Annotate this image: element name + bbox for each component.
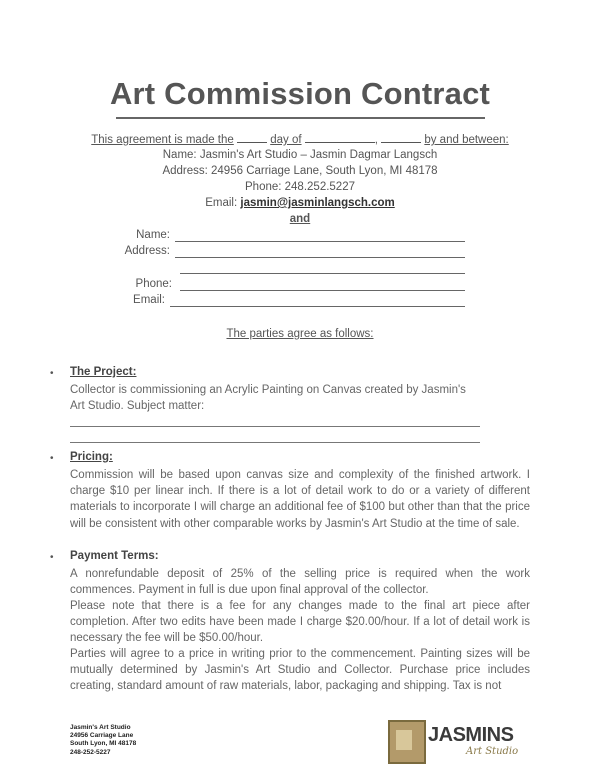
- logo-painting-icon: [388, 720, 426, 764]
- payment-paragraph-2: Please note that there is a fee for any changes made to the final art piece after completion. After two edits have been made I charge $20.00/hour. If a lot of detail work is necessary the fee will be $50.00/hour.: [70, 600, 530, 645]
- artist-email-line: [0, 197, 600, 209]
- parties-heading-text: The parties agree as follows:: [226, 328, 374, 340]
- collector-email-label: Email:: [133, 294, 165, 306]
- collector-name-field[interactable]: [175, 241, 465, 242]
- pricing-heading: Pricing:: [70, 451, 113, 463]
- artist-email-label: Email:: [205, 197, 238, 209]
- footer-line-4: 248-252-5227: [70, 748, 111, 756]
- collector-email-field[interactable]: [170, 306, 465, 307]
- project-line-1: Collector is commissioning an Acrylic Painting on Canvas created by Jasmin's: [70, 384, 466, 396]
- page-title: Art Commission Contract: [109, 76, 491, 111]
- parties-heading: [0, 328, 600, 340]
- collector-address-field-2[interactable]: [180, 273, 465, 274]
- pricing-bullet: •: [50, 453, 54, 464]
- artist-email-link[interactable]: jasmin@jasminlangsch.com: [240, 197, 395, 209]
- artist-phone: Phone: 248.252.5227: [245, 181, 355, 193]
- payment-heading: Payment Terms:: [70, 550, 159, 562]
- artist-name: Name: Jasmin's Art Studio – Jasmin Dagmar Langsch: [162, 149, 438, 161]
- footer-line-1: Jasmin's Art Studio: [70, 724, 131, 731]
- subject-blank-2[interactable]: [70, 442, 480, 443]
- payment-paragraph-3: Parties will agree to a price in writing prior to the commencement. Painting sizes will be mutually determined by Jasmin's Art Studio and Collector. Purchase price includes creating, standard amount of raw materials, labor, packaging and shipping. Tax is not: [70, 648, 530, 693]
- agreement-suffix: by and between:: [424, 134, 509, 146]
- month-blank: [305, 132, 375, 143]
- project-heading: The Project:: [70, 366, 137, 378]
- agreement-day-of: day of: [270, 134, 302, 146]
- title-underline: [116, 117, 485, 119]
- agreement-line: [0, 132, 600, 146]
- pricing-text: Commission will be based upon canvas size and complexity of the finished artwork. I charge $10 per linear inch. If there is a lot of detail work to do or a variety of different materials to incorporate I will charge an additional fee of $100 but other than that the price will be consistent with other comparable works by Jasmin's Art Studio at the time of sale.: [70, 469, 530, 530]
- project-bullet: •: [50, 368, 54, 379]
- and-text: and: [289, 213, 311, 225]
- collector-address-label: Address:: [124, 245, 170, 257]
- footer-line-3: South Lyon, MI 48178: [70, 740, 137, 748]
- year-blank: [381, 132, 421, 143]
- project-line-2: Art Studio. Subject matter:: [70, 400, 205, 412]
- collector-phone-label: Phone:: [135, 278, 172, 290]
- collector-phone-field[interactable]: [180, 290, 465, 291]
- footer-line-2: 24956 Carriage Lane: [70, 732, 134, 740]
- collector-address-field[interactable]: [175, 257, 465, 258]
- agreement-comma: ,: [374, 134, 378, 146]
- payment-bullet: •: [50, 552, 54, 563]
- day-blank: [237, 132, 267, 143]
- payment-paragraph-1: A nonrefundable deposit of 25% of the selling price is required when the work commences. Payment in full is due upon final approval of the collector.: [70, 568, 530, 597]
- agreement-prefix: This agreement is made the: [91, 134, 234, 146]
- logo-text: JASMINS: [428, 724, 514, 746]
- logo-subtext: Art Studio: [466, 746, 519, 757]
- and-line: [0, 213, 600, 225]
- artist-address: Address: 24956 Carriage Lane, South Lyon, MI 48178: [162, 165, 438, 177]
- studio-logo: [388, 718, 548, 764]
- footer-address: [70, 724, 136, 757]
- collector-name-label: Name:: [136, 229, 170, 241]
- subject-blank-1[interactable]: [70, 426, 480, 427]
